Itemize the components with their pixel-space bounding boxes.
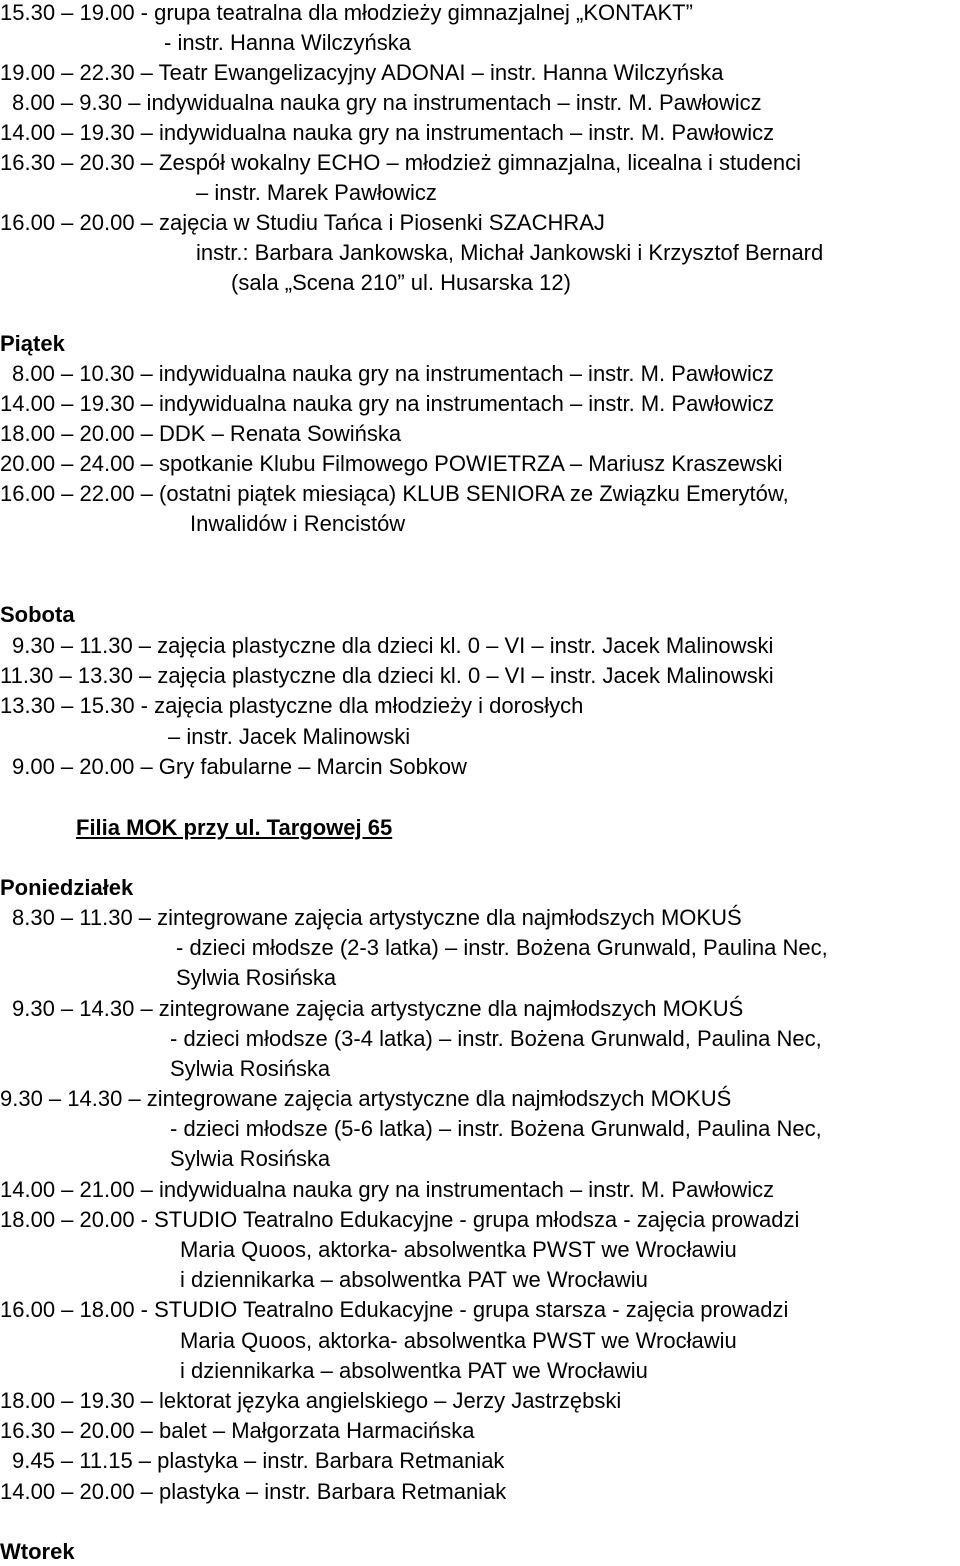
schedule-line: Maria Quoos, aktorka- absolwentka PWST we Wrocławiu (180, 1328, 737, 1353)
schedule-line: 16.00 – 18.00 - STUDIO Teatralno Edukacyjne - grupa starsza - zajęcia prowadzi (0, 1297, 789, 1322)
schedule-line: 9.45 – 11.15 – plastyka – instr. Barbara Retmaniak (12, 1448, 505, 1473)
schedule-line: 19.00 – 22.30 – Teatr Ewangelizacyjny ADONAI – instr. Hanna Wilczyńska (0, 60, 724, 85)
schedule-line: 9.30 – 14.30 – zintegrowane zajęcia artystyczne dla najmłodszych MOKUŚ (12, 996, 744, 1021)
day-heading-friday: Piątek (0, 331, 65, 356)
schedule-line: 8.30 – 11.30 – zintegrowane zajęcia artystyczne dla najmłodszych MOKUŚ (12, 905, 742, 930)
schedule-line: – instr. Jacek Malinowski (168, 724, 411, 749)
schedule-line: 15.30 – 19.00 - grupa teatralna dla młodzieży gimnazjalnej „KONTAKT” (0, 0, 693, 25)
schedule-line: 9.30 – 14.30 – zintegrowane zajęcia artystyczne dla najmłodszych MOKUŚ (0, 1086, 732, 1111)
day-heading-tuesday: Wtorek (0, 1539, 75, 1564)
schedule-line: 16.00 – 20.00 – zajęcia w Studiu Tańca i Piosenki SZACHRAJ (0, 210, 605, 235)
schedule-line: 14.00 – 20.00 – plastyka – instr. Barbara Retmaniak (0, 1479, 507, 1504)
day-heading-saturday: Sobota (0, 602, 75, 627)
schedule-line: 18.00 – 20.00 – DDK – Renata Sowińska (0, 421, 402, 446)
schedule-line: Sylwia Rosińska (170, 1146, 331, 1171)
schedule-line: 13.30 – 15.30 - zajęcia plastyczne dla młodzieży i dorosłych (0, 693, 584, 718)
schedule-line: 14.00 – 21.00 – indywidualna nauka gry na instrumentach – instr. M. Pawłowicz (0, 1177, 775, 1202)
branch-heading: Filia MOK przy ul. Targowej 65 (76, 815, 393, 840)
schedule-line: i dziennikarka – absolwentka PAT we Wrocławiu (180, 1267, 648, 1292)
schedule-line: 18.00 – 19.30 – lektorat języka angielskiego – Jerzy Jastrzębski (0, 1388, 622, 1413)
schedule-line: 14.00 – 19.30 – indywidualna nauka gry na instrumentach – instr. M. Pawłowicz (0, 120, 775, 145)
schedule-line: Sylwia Rosińska (176, 965, 337, 990)
schedule-line: instr.: Barbara Jankowska, Michał Jankowski i Krzysztof Bernard (196, 240, 824, 265)
schedule-line: - dzieci młodsze (5-6 latka) – instr. Bożena Grunwald, Paulina Nec, (170, 1116, 822, 1141)
schedule-line: i dziennikarka – absolwentka PAT we Wrocławiu (180, 1358, 648, 1383)
schedule-line: (sala „Scena 210” ul. Husarska 12) (231, 270, 571, 295)
day-heading-monday: Poniedziałek (0, 875, 134, 900)
schedule-line: 20.00 – 24.00 – spotkanie Klubu Filmowego POWIETRZA – Mariusz Kraszewski (0, 451, 783, 476)
schedule-line: Maria Quoos, aktorka- absolwentka PWST we Wrocławiu (180, 1237, 737, 1262)
schedule-line: 9.00 – 20.00 – Gry fabularne – Marcin Sobkow (12, 754, 467, 779)
schedule-line: - instr. Hanna Wilczyńska (164, 30, 411, 55)
schedule-line: 16.00 – 22.00 – (ostatni piątek miesiąca) KLUB SENIORA ze Związku Emerytów, (0, 481, 789, 506)
schedule-line: - dzieci młodsze (2-3 latka) – instr. Bożena Grunwald, Paulina Nec, (176, 935, 828, 960)
schedule-line: 16.30 – 20.30 – Zespół wokalny ECHO – młodzież gimnazjalna, licealna i studenci (0, 150, 801, 175)
schedule-line: - dzieci młodsze (3-4 latka) – instr. Bożena Grunwald, Paulina Nec, (170, 1026, 822, 1051)
schedule-line: 9.30 – 11.30 – zajęcia plastyczne dla dzieci kl. 0 – VI – instr. Jacek Malinowski (12, 633, 774, 658)
schedule-line: 8.00 – 10.30 – indywidualna nauka gry na instrumentach – instr. M. Pawłowicz (12, 361, 774, 386)
schedule-line: Sylwia Rosińska (170, 1056, 331, 1081)
schedule-line: Inwalidów i Rencistów (190, 511, 406, 536)
schedule-line: 14.00 – 19.30 – indywidualna nauka gry na instrumentach – instr. M. Pawłowicz (0, 391, 775, 416)
schedule-line: 18.00 – 20.00 - STUDIO Teatralno Edukacyjne - grupa młodsza - zajęcia prowadzi (0, 1207, 800, 1232)
schedule-line: – instr. Marek Pawłowicz (196, 180, 437, 205)
schedule-line: 11.30 – 13.30 – zajęcia plastyczne dla dzieci kl. 0 – VI – instr. Jacek Malinowski (0, 663, 774, 688)
schedule-line: 8.00 – 9.30 – indywidualna nauka gry na instrumentach – instr. M. Pawłowicz (12, 90, 762, 115)
schedule-line: 16.30 – 20.00 – balet – Małgorzata Harmacińska (0, 1418, 475, 1443)
